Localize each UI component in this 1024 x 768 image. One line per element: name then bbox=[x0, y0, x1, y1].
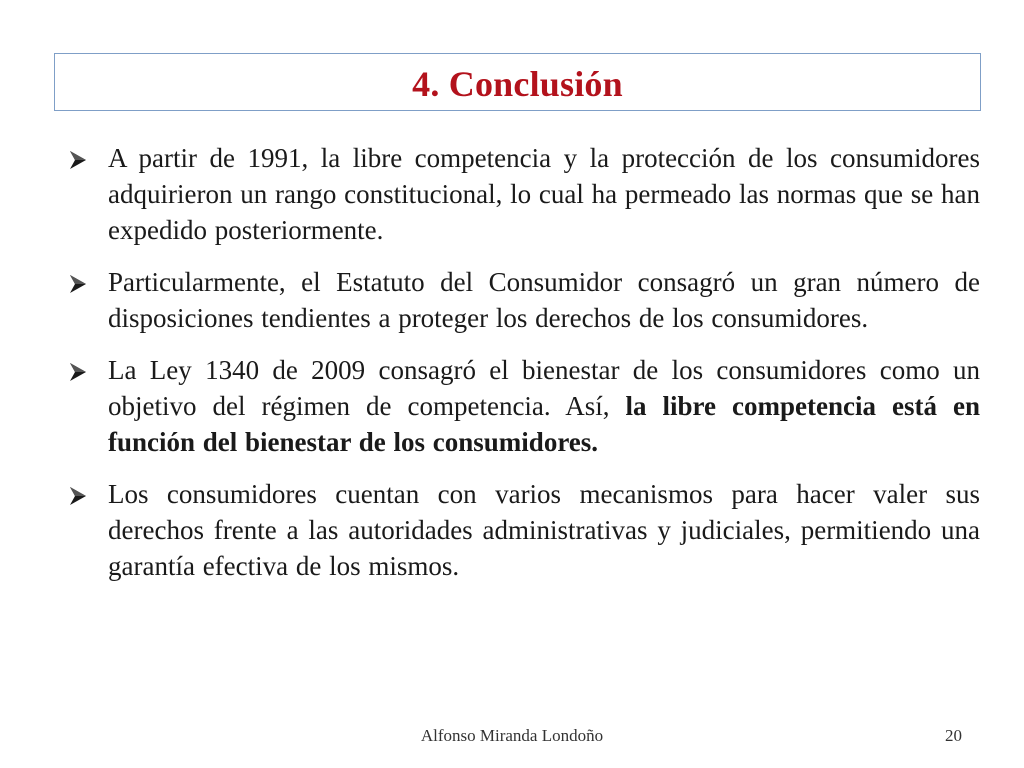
bullet-text: Los consumidores cuentan con varios mecanismos para hacer valer sus derechos frente a las autoridades administrativas y judiciales, permitiendo una garantía efectiva de los mismos. bbox=[108, 479, 980, 581]
arrowhead-bullet-icon bbox=[68, 352, 108, 388]
bullet-text-plain: La Ley 1340 de 2009 consagró el bienestar de los consumidores como un objetivo del régimen de competencia. Así, bbox=[108, 355, 980, 421]
bullet-item bbox=[68, 264, 980, 336]
bullet-text-emphasis: la libre competencia está en función del bienestar de los consumidores. bbox=[108, 391, 980, 457]
slide-title: 4. Conclusión bbox=[412, 64, 623, 104]
bullet-list bbox=[68, 140, 980, 600]
bullet-item bbox=[68, 140, 980, 248]
page-number: 20 bbox=[945, 726, 962, 745]
bullet-text: A partir de 1991, la libre competencia y la protección de los consumidores adquirieron un rango constitucional, lo cual ha permeado las normas que se han expedido posteriormente. bbox=[108, 143, 980, 245]
bullet-item bbox=[68, 352, 980, 460]
bullet-item bbox=[68, 476, 980, 584]
bullet-text bbox=[108, 352, 980, 460]
title-box bbox=[54, 53, 981, 111]
bullet-text: Particularmente, el Estatuto del Consumidor consagró un gran número de disposiciones tendientes a proteger los derechos de los consumidores. bbox=[108, 267, 980, 333]
footer-author: Alfonso Miranda Londoño bbox=[420, 726, 604, 745]
arrowhead-bullet-icon bbox=[68, 476, 108, 512]
arrowhead-bullet-icon bbox=[68, 140, 108, 176]
arrowhead-bullet-icon bbox=[68, 264, 108, 300]
